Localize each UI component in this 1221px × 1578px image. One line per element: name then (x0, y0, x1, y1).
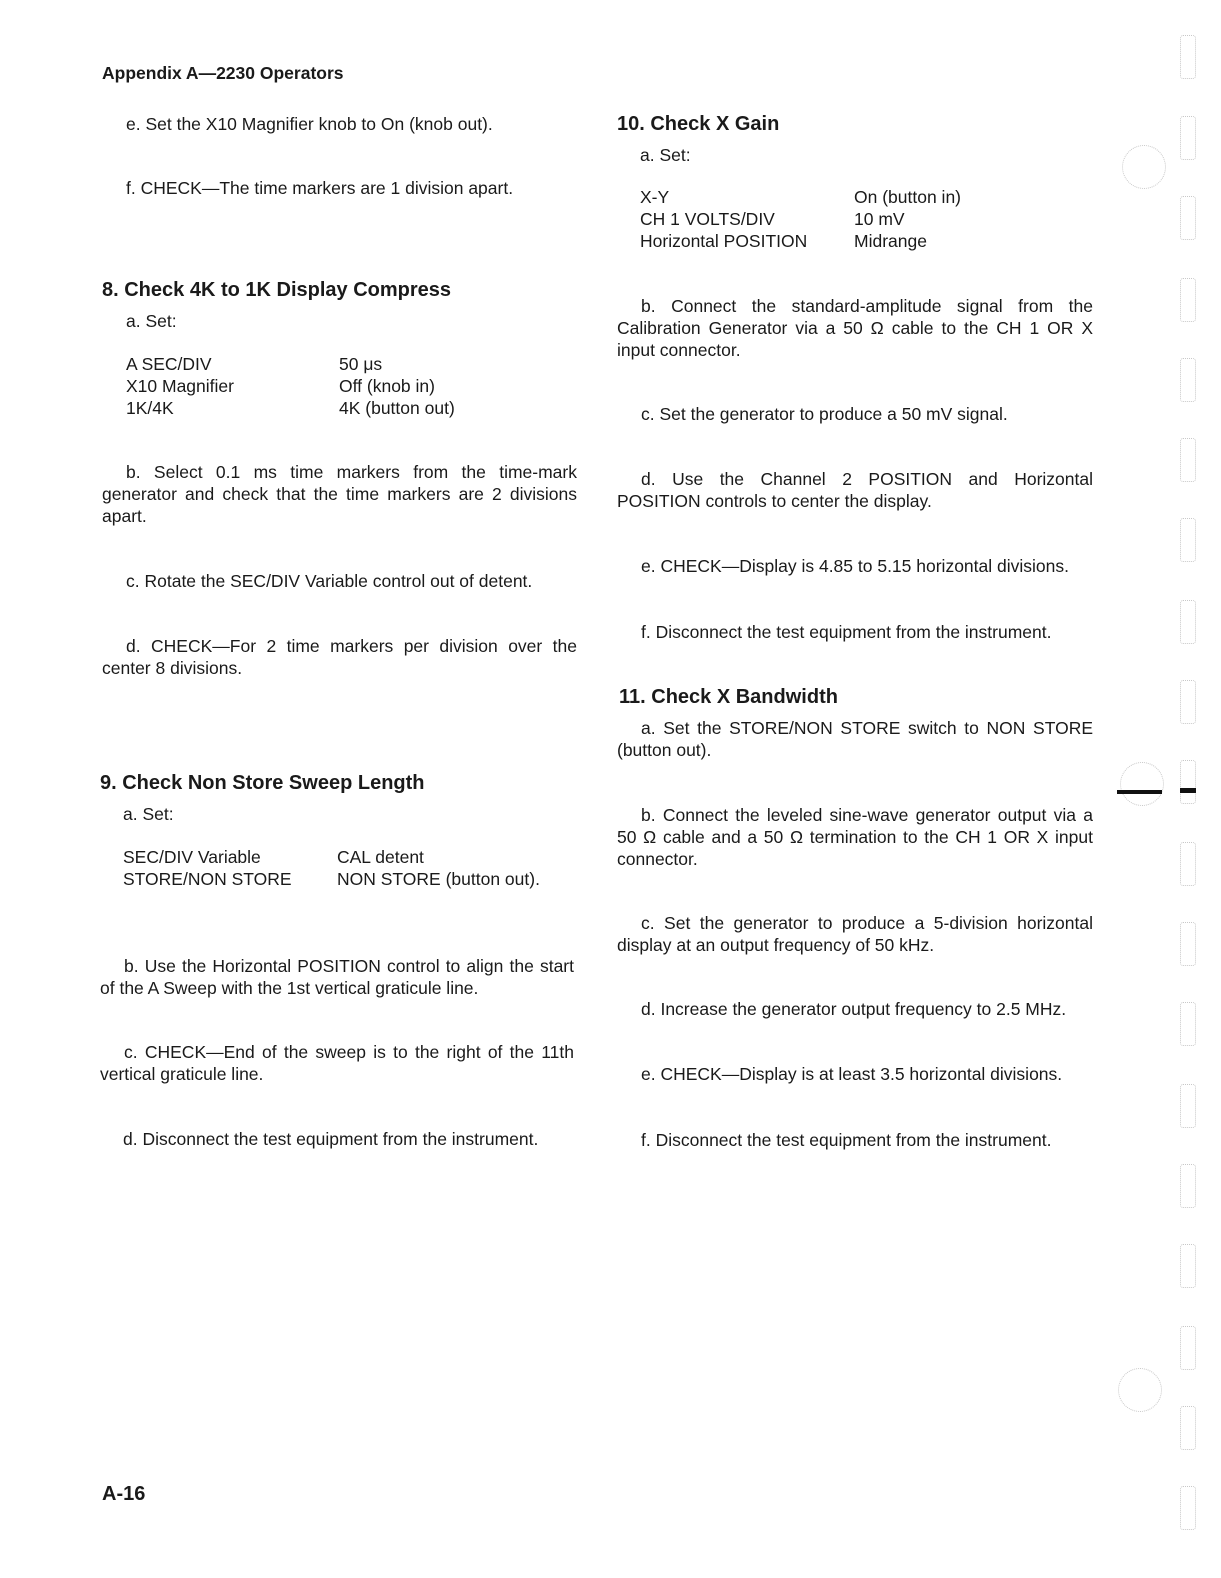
setting-name: SEC/DIV Variable (123, 847, 261, 867)
section-11-step-d: d. Increase the generator output frequency to 2.5 MHz. (641, 999, 1067, 1019)
section-10-step-b: b. Connect the standard-amplitude signal from the Calibration Generator via a 50 Ω cable to the CH 1 OR X input connector. (617, 296, 1093, 360)
section-10-step-c: c. Set the generator to produce a 50 mV signal. (641, 404, 1008, 424)
section-11-step-c: c. Set the generator to produce a 5-division horizontal display at an output frequency of 50 kHz. (617, 913, 1093, 955)
setting-name: A SEC/DIV (126, 354, 212, 374)
section-9-step-a: a. Set: (123, 804, 174, 824)
binder-slot-mark (1180, 760, 1196, 804)
binder-slot-mark (1180, 438, 1196, 482)
binder-slot-mark (1180, 35, 1196, 79)
binder-slot-mark (1180, 358, 1196, 402)
binder-slot-mark (1180, 680, 1196, 724)
setting-value: CAL detent (337, 847, 424, 867)
binder-slot-mark (1180, 1486, 1196, 1530)
section-8-step-a: a. Set: (126, 311, 177, 331)
section-10-step-a: a. Set: (640, 145, 691, 165)
setting-value: 4K (button out) (339, 398, 455, 418)
section-10-step-e: e. CHECK—Display is 4.85 to 5.15 horizontal divisions. (641, 556, 1069, 576)
binder-slot-mark (1180, 278, 1196, 322)
section-10-title: 10. Check X Gain (617, 113, 780, 135)
binder-slot-mark (1180, 518, 1196, 562)
section-9-step-d: d. Disconnect the test equipment from the instrument. (123, 1129, 539, 1149)
punch-hole-mark (1118, 1368, 1162, 1412)
section-11-title: 11. Check X Bandwidth (619, 686, 838, 708)
page-number: A-16 (102, 1483, 146, 1505)
binder-slot-mark (1180, 1002, 1196, 1046)
section-11-step-b: b. Connect the leveled sine-wave generator output via a 50 Ω cable and a 50 Ω termination to the CH 1 OR X input connector. (617, 805, 1093, 869)
registration-mark (1117, 790, 1162, 794)
binder-slot-mark (1180, 1164, 1196, 1208)
section-10-step-d: d. Use the Channel 2 POSITION and Horizontal POSITION controls to center the display. (617, 469, 1093, 511)
section-11-step-a: a. Set the STORE/NON STORE switch to NON STORE (button out). (617, 718, 1093, 760)
binder-slot-mark (1180, 600, 1196, 644)
setting-name: Horizontal POSITION (640, 231, 808, 251)
section-8-step-c: c. Rotate the SEC/DIV Variable control out of detent. (126, 571, 533, 591)
setting-name: X-Y (640, 187, 670, 207)
setting-name: CH 1 VOLTS/DIV (640, 209, 775, 229)
section-10-step-f: f. Disconnect the test equipment from the instrument. (641, 622, 1052, 642)
setting-value: 10 mV (854, 209, 905, 229)
registration-mark (1180, 788, 1196, 793)
section-8-step-d: d. CHECK—For 2 time markers per division over the center 8 divisions. (102, 636, 577, 678)
section-9-step-b: b. Use the Horizontal POSITION control to align the start of the A Sweep with the 1st vertical graticule line. (100, 956, 574, 998)
setting-value: On (button in) (854, 187, 961, 207)
setting-name: 1K/4K (126, 398, 174, 418)
section-9-title: 9. Check Non Store Sweep Length (100, 772, 425, 794)
section-11-step-e: e. CHECK—Display is at least 3.5 horizontal divisions. (641, 1064, 1063, 1084)
punch-hole-mark (1120, 762, 1164, 806)
binder-slot-mark (1180, 1084, 1196, 1128)
binder-slot-mark (1180, 1244, 1196, 1288)
binder-slot-mark (1180, 1406, 1196, 1450)
binder-slot-mark (1180, 196, 1196, 240)
binder-slot-mark (1180, 922, 1196, 966)
setting-value: Midrange (854, 231, 927, 251)
binder-slot-mark (1180, 842, 1196, 886)
setting-value: Off (knob in) (339, 376, 435, 396)
binder-slot-mark (1180, 1326, 1196, 1370)
section-8-title: 8. Check 4K to 1K Display Compress (102, 279, 452, 301)
punch-hole-mark (1122, 145, 1166, 189)
setting-value: 50 μs (339, 354, 383, 374)
step-7e: e. Set the X10 Magnifier knob to On (knob out). (126, 114, 493, 134)
section-9-step-c: c. CHECK—End of the sweep is to the right of the 11th vertical graticule line. (100, 1042, 574, 1084)
setting-name: X10 Magnifier (126, 376, 234, 396)
setting-name: STORE/NON STORE (123, 869, 292, 889)
section-11-step-f: f. Disconnect the test equipment from the instrument. (641, 1130, 1052, 1150)
section-8-step-b: b. Select 0.1 ms time markers from the time-mark generator and check that the time markers are 2 divisions apart. (102, 462, 577, 526)
step-7f: f. CHECK—The time markers are 1 division apart. (126, 178, 514, 198)
running-header: Appendix A—2230 Operators (102, 63, 344, 83)
setting-value: NON STORE (button out). (337, 869, 540, 889)
binder-slot-mark (1180, 116, 1196, 160)
